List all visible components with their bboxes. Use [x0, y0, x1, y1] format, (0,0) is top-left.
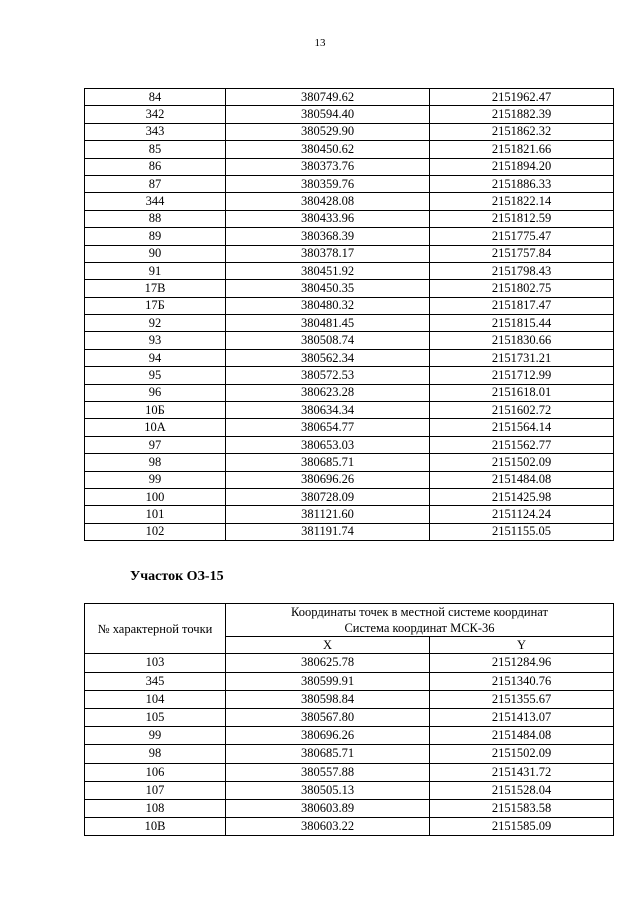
x-coordinate-cell: 380623.28	[226, 384, 430, 401]
point-number-cell: 95	[85, 367, 226, 384]
table-row	[85, 193, 614, 210]
table-row	[85, 727, 614, 745]
y-coordinate-cell: 2151775.47	[430, 228, 614, 245]
point-number-cell: 93	[85, 332, 226, 349]
table-row	[85, 158, 614, 175]
x-coordinate-cell: 380567.80	[226, 708, 430, 726]
table-header	[85, 604, 614, 654]
x-coordinate-cell: 380654.77	[226, 419, 430, 436]
x-coordinate-cell: 380481.45	[226, 315, 430, 332]
x-coordinate-cell: 380594.40	[226, 106, 430, 123]
x-coordinate-cell: 380685.71	[226, 454, 430, 471]
point-number-cell: 107	[85, 781, 226, 799]
table-row	[85, 245, 614, 262]
y-coordinate-cell: 2151821.66	[430, 141, 614, 158]
table-row	[85, 436, 614, 453]
point-number-cell: 84	[85, 89, 226, 106]
point-number-cell: 10А	[85, 419, 226, 436]
y-coordinate-cell: 2151731.21	[430, 349, 614, 366]
table-row	[85, 367, 614, 384]
point-number-cell: 90	[85, 245, 226, 262]
table-row	[85, 799, 614, 817]
y-coordinate-cell: 2151712.99	[430, 367, 614, 384]
header-x: X	[226, 637, 430, 654]
point-number-cell: 103	[85, 654, 226, 672]
x-coordinate-cell: 380450.62	[226, 141, 430, 158]
section-title: Участок ОЗ-15	[130, 569, 224, 584]
point-number-cell: 17Б	[85, 297, 226, 314]
y-coordinate-cell: 2151862.32	[430, 123, 614, 140]
x-coordinate-cell: 380634.34	[226, 402, 430, 419]
x-coordinate-cell: 381121.60	[226, 506, 430, 523]
point-number-cell: 85	[85, 141, 226, 158]
point-number-cell: 104	[85, 690, 226, 708]
table-row	[85, 781, 614, 799]
table-row	[85, 384, 614, 401]
y-coordinate-cell: 2151564.14	[430, 419, 614, 436]
y-coordinate-cell: 2151585.09	[430, 818, 614, 836]
y-coordinate-cell: 2151155.05	[430, 523, 614, 540]
coordinates-table-continued	[84, 88, 614, 541]
y-coordinate-cell: 2151502.09	[430, 454, 614, 471]
y-coordinate-cell: 2151822.14	[430, 193, 614, 210]
point-number-cell: 10Б	[85, 402, 226, 419]
y-coordinate-cell: 2151894.20	[430, 158, 614, 175]
point-number-cell: 100	[85, 488, 226, 505]
point-number-cell: 102	[85, 523, 226, 540]
table-row	[85, 141, 614, 158]
y-coordinate-cell: 2151817.47	[430, 297, 614, 314]
table-row	[85, 419, 614, 436]
y-coordinate-cell: 2151802.75	[430, 280, 614, 297]
y-coordinate-cell: 2151812.59	[430, 210, 614, 227]
y-coordinate-cell: 2151431.72	[430, 763, 614, 781]
x-coordinate-cell: 380450.35	[226, 280, 430, 297]
point-number-cell: 17В	[85, 280, 226, 297]
y-coordinate-cell: 2151830.66	[430, 332, 614, 349]
table-row	[85, 654, 614, 672]
header-coordinates-line1: Координаты точек в местной системе координат	[291, 605, 548, 619]
table-row	[85, 262, 614, 279]
y-coordinate-cell: 2151602.72	[430, 402, 614, 419]
point-number-cell: 92	[85, 315, 226, 332]
table-row	[85, 210, 614, 227]
point-number-cell: 96	[85, 384, 226, 401]
x-coordinate-cell: 380451.92	[226, 262, 430, 279]
point-number-cell: 88	[85, 210, 226, 227]
header-coordinates-line2: Система координат МСК-36	[344, 621, 495, 635]
point-number-cell: 97	[85, 436, 226, 453]
y-coordinate-cell: 2151528.04	[430, 781, 614, 799]
y-coordinate-cell: 2151757.84	[430, 245, 614, 262]
x-coordinate-cell: 380603.89	[226, 799, 430, 817]
x-coordinate-cell: 380685.71	[226, 745, 430, 763]
table-row	[85, 745, 614, 763]
table-row	[85, 89, 614, 106]
y-coordinate-cell: 2151340.76	[430, 672, 614, 690]
x-coordinate-cell: 380373.76	[226, 158, 430, 175]
table-row	[85, 332, 614, 349]
y-coordinate-cell: 2151886.33	[430, 175, 614, 192]
y-coordinate-cell: 2151962.47	[430, 89, 614, 106]
table-row	[85, 818, 614, 836]
y-coordinate-cell: 2151502.09	[430, 745, 614, 763]
x-coordinate-cell: 380603.22	[226, 818, 430, 836]
point-number-cell: 106	[85, 763, 226, 781]
table-row	[85, 106, 614, 123]
point-number-cell: 108	[85, 799, 226, 817]
x-coordinate-cell: 380433.96	[226, 210, 430, 227]
x-coordinate-cell: 380368.39	[226, 228, 430, 245]
point-number-cell: 105	[85, 708, 226, 726]
table-row	[85, 471, 614, 488]
point-number-cell: 342	[85, 106, 226, 123]
y-coordinate-cell: 2151413.07	[430, 708, 614, 726]
point-number-cell: 101	[85, 506, 226, 523]
x-coordinate-cell: 380557.88	[226, 763, 430, 781]
x-coordinate-cell: 380653.03	[226, 436, 430, 453]
x-coordinate-cell: 380359.76	[226, 175, 430, 192]
y-coordinate-cell: 2151425.98	[430, 488, 614, 505]
table-row	[85, 123, 614, 140]
table-row	[85, 315, 614, 332]
table-row	[85, 763, 614, 781]
table-row	[85, 454, 614, 471]
table-row	[85, 488, 614, 505]
coordinates-table-oz15	[84, 603, 614, 836]
point-number-cell: 343	[85, 123, 226, 140]
y-coordinate-cell: 2151618.01	[430, 384, 614, 401]
x-coordinate-cell: 380572.53	[226, 367, 430, 384]
x-coordinate-cell: 380428.08	[226, 193, 430, 210]
x-coordinate-cell: 380378.17	[226, 245, 430, 262]
y-coordinate-cell: 2151815.44	[430, 315, 614, 332]
point-number-cell: 86	[85, 158, 226, 175]
x-coordinate-cell: 380625.78	[226, 654, 430, 672]
table-row	[85, 672, 614, 690]
y-coordinate-cell: 2151124.24	[430, 506, 614, 523]
page-number: 13	[314, 37, 326, 49]
header-y: Y	[430, 637, 614, 654]
header-coordinates	[226, 604, 614, 637]
point-number-cell: 345	[85, 672, 226, 690]
y-coordinate-cell: 2151583.58	[430, 799, 614, 817]
point-number-cell: 10В	[85, 818, 226, 836]
x-coordinate-cell: 380598.84	[226, 690, 430, 708]
point-number-cell: 89	[85, 228, 226, 245]
point-number-cell: 91	[85, 262, 226, 279]
x-coordinate-cell: 380599.91	[226, 672, 430, 690]
header-point-number: № характерной точки	[85, 604, 226, 654]
x-coordinate-cell: 380505.13	[226, 781, 430, 799]
table-row	[85, 280, 614, 297]
point-number-cell: 98	[85, 745, 226, 763]
y-coordinate-cell: 2151562.77	[430, 436, 614, 453]
table-row	[85, 175, 614, 192]
y-coordinate-cell: 2151484.08	[430, 471, 614, 488]
point-number-cell: 94	[85, 349, 226, 366]
table-row	[85, 506, 614, 523]
x-coordinate-cell: 380508.74	[226, 332, 430, 349]
point-number-cell: 87	[85, 175, 226, 192]
table-body	[85, 654, 614, 836]
table-row	[85, 523, 614, 540]
table-body	[85, 89, 614, 541]
x-coordinate-cell: 380529.90	[226, 123, 430, 140]
y-coordinate-cell: 2151484.08	[430, 727, 614, 745]
x-coordinate-cell: 380696.26	[226, 471, 430, 488]
table-row	[85, 690, 614, 708]
x-coordinate-cell: 380696.26	[226, 727, 430, 745]
y-coordinate-cell: 2151284.96	[430, 654, 614, 672]
x-coordinate-cell: 380749.62	[226, 89, 430, 106]
x-coordinate-cell: 380480.32	[226, 297, 430, 314]
x-coordinate-cell: 381191.74	[226, 523, 430, 540]
point-number-cell: 99	[85, 727, 226, 745]
point-number-cell: 344	[85, 193, 226, 210]
table-row	[85, 297, 614, 314]
y-coordinate-cell: 2151798.43	[430, 262, 614, 279]
y-coordinate-cell: 2151882.39	[430, 106, 614, 123]
table-row	[85, 402, 614, 419]
table-row	[85, 228, 614, 245]
x-coordinate-cell: 380728.09	[226, 488, 430, 505]
y-coordinate-cell: 2151355.67	[430, 690, 614, 708]
table-row	[85, 708, 614, 726]
x-coordinate-cell: 380562.34	[226, 349, 430, 366]
point-number-cell: 98	[85, 454, 226, 471]
point-number-cell: 99	[85, 471, 226, 488]
table-row	[85, 349, 614, 366]
